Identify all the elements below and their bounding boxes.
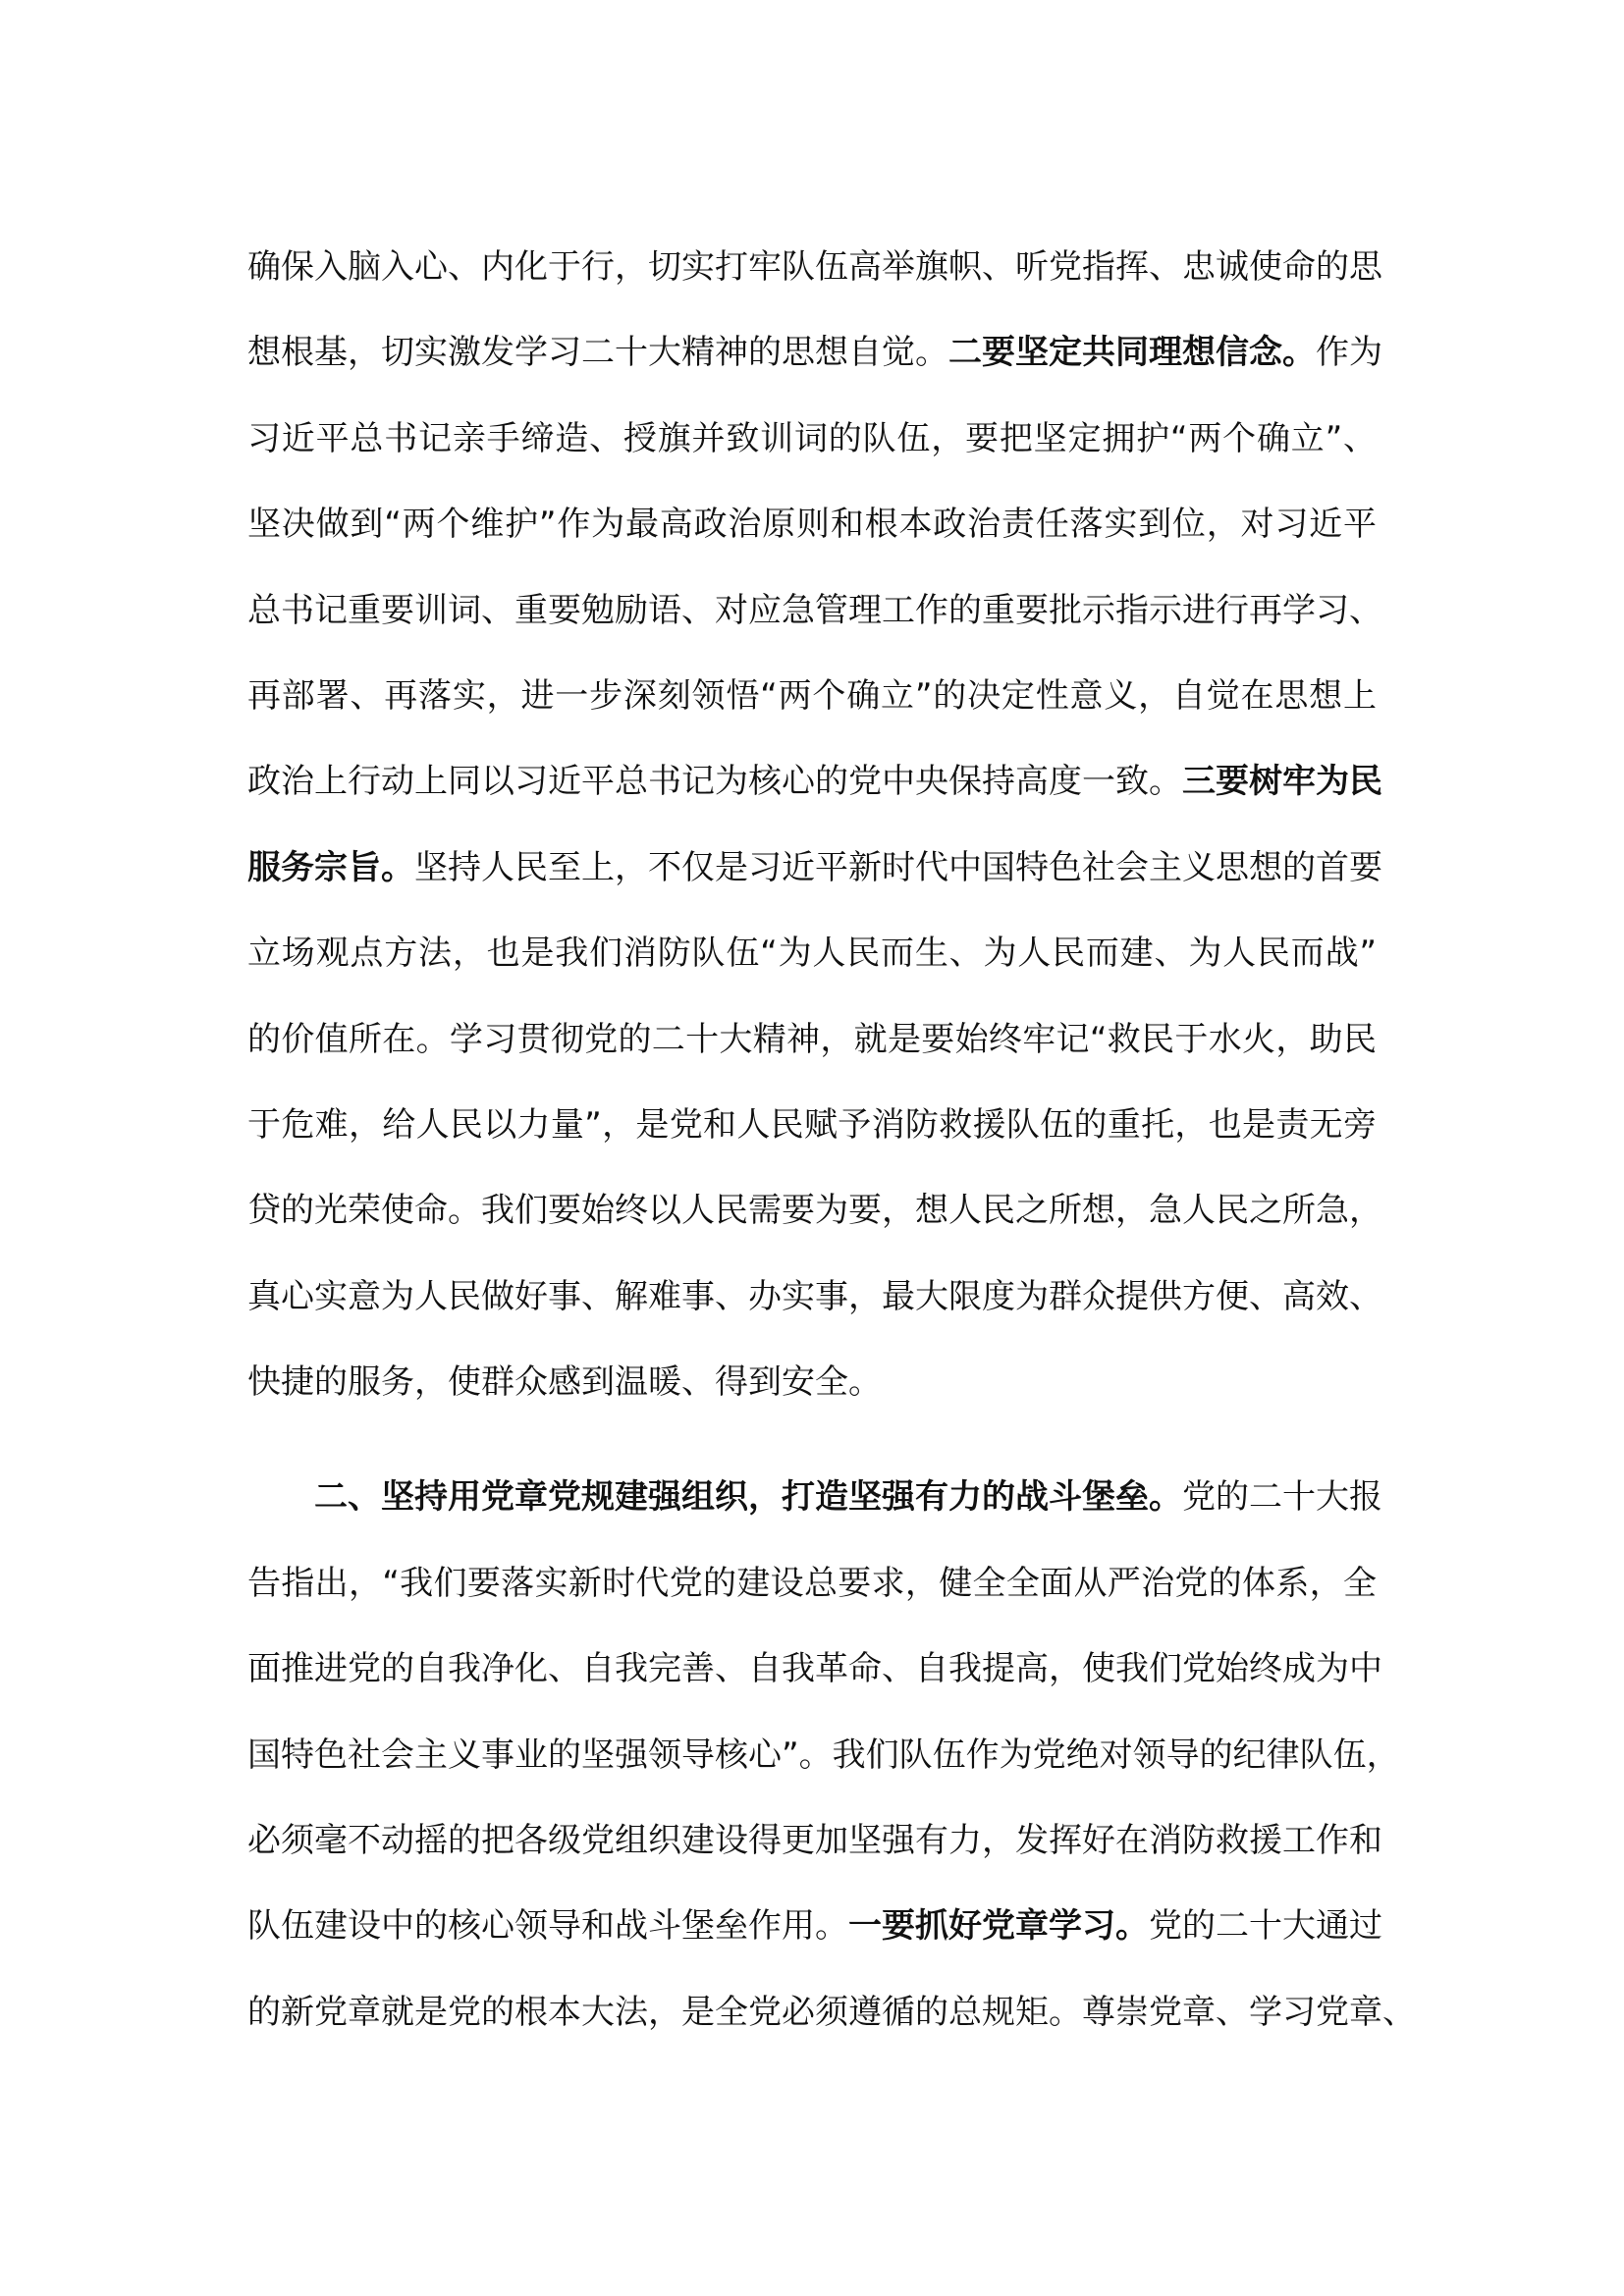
text-run: 坚持人民至上，不仅是习近平新时代中国特色社会主义思想的首要	[414, 847, 1382, 887]
text-run: 党的二十大通过	[1149, 1906, 1382, 1947]
text-line: 坚决做到“两个维护”作为最高政治原则和根本政治责任落实到位，对习近平	[247, 505, 1377, 545]
text-line	[247, 1884, 1382, 1969]
text-line: 确保入脑入心、内化于行，切实打牢队伍高举旗帜、听党指挥、忠诚使命的思	[247, 247, 1382, 287]
text-run: 想根基，切实激发学习二十大精神的思想自觉。	[247, 333, 948, 373]
text-line: 习近平总书记亲手缔造、授旗并致训词的队伍，要把坚定拥护“两个确立”、	[247, 418, 1377, 458]
section-heading: 二、坚持用党章党规建强组织，打造坚强有力的战斗堡垒。	[314, 1477, 1182, 1518]
text-line: 总书记重要训词、重要勉励语、对应急管理工作的重要批示指示进行再学习、	[247, 590, 1382, 630]
text-line	[247, 826, 1382, 911]
text-run: 党的二十大报	[1182, 1477, 1382, 1518]
text-line: 必须毫不动摇的把各级党组织建设得更加坚强有力，发挥好在消防救援工作和	[247, 1821, 1382, 1861]
text-line: 真心实意为人民做好事、解难事、办实事，最大限度为群众提供方便、高效、	[247, 1276, 1382, 1316]
bold-heading-run: 二要坚定共同理想信念。	[948, 333, 1316, 373]
text-line: 面推进党的自我净化、自我完善、自我革命、自我提高，使我们党始终成为中	[247, 1649, 1382, 1689]
text-line	[247, 310, 1382, 396]
text-line: 再部署、再落实，进一步深刻领悟“两个确立”的决定性意义，自觉在思想上	[247, 675, 1377, 716]
text-line: 国特色社会主义事业的坚强领导核心”。我们队伍作为党绝对领导的纪律队伍，	[247, 1735, 1400, 1775]
text-line: 快捷的服务，使群众感到温暖、得到安全。	[247, 1362, 882, 1403]
text-line: 的价值所在。学习贯彻党的二十大精神，就是要始终牢记“救民于水火，助民	[247, 1019, 1377, 1059]
text-line: 于危难，给人民以力量”，是党和人民赋予消防救援队伍的重托，也是责无旁	[247, 1104, 1377, 1145]
text-run: 政治上行动上同以习近平总书记为核心的党中央保持高度一致。	[247, 762, 1182, 802]
text-line: 的新党章就是党的根本大法，是全党必须遵循的总规矩。尊崇党章、学习党章、	[247, 1992, 1416, 2032]
text-line: 告指出，“我们要落实新时代党的建设总要求，健全全面从严治党的体系，全	[247, 1563, 1377, 1603]
text-run: 队伍建设中的核心领导和战斗堡垒作用。	[247, 1906, 848, 1947]
bold-heading-run: 三要树牢为民	[1182, 762, 1382, 802]
bold-heading-run: 一要抓好党章学习。	[848, 1906, 1149, 1947]
section-heading-line	[247, 1455, 1382, 1540]
bold-heading-run: 服务宗旨。	[247, 847, 414, 887]
body-text	[247, 225, 1416, 2056]
text-line: 贷的光荣使命。我们要始终以人民需要为要，想人民之所想，急人民之所急，	[247, 1191, 1382, 1231]
text-line	[247, 739, 1382, 825]
text-line: 立场观点方法，也是我们消防队伍“为人民而生、为人民而建、为人民而战”	[247, 934, 1377, 974]
text-run: 作为	[1316, 333, 1382, 373]
